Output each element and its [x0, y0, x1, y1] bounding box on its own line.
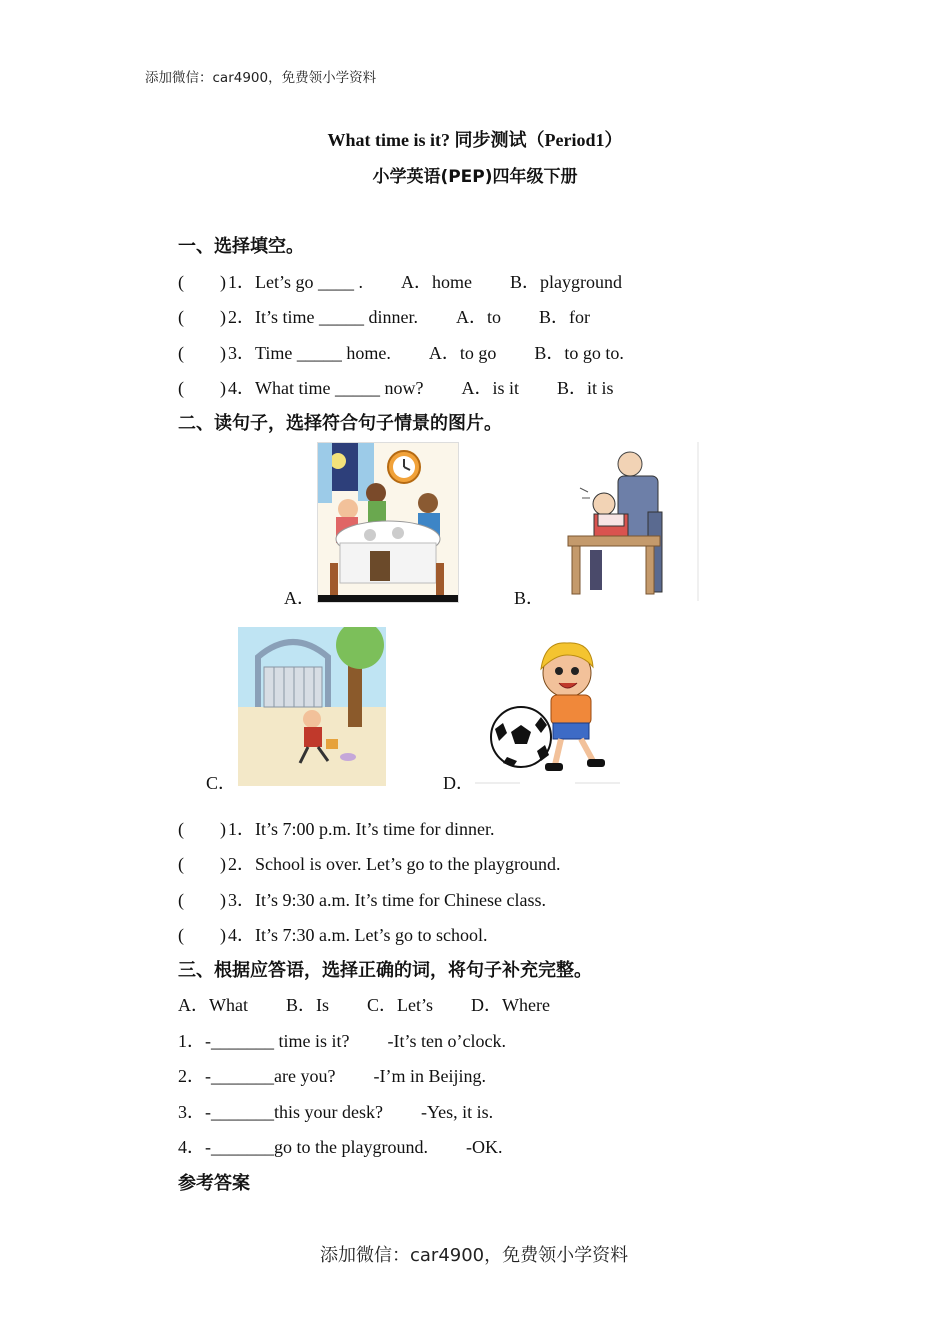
answer-paren[interactable]: ( ) [178, 378, 226, 398]
part1-question [178, 303, 590, 329]
header-note: 添加微信：car4900，免费领小学资料 [145, 70, 377, 86]
part1-question [178, 374, 614, 400]
answers-heading: 参考答案 [178, 1173, 250, 1194]
school-gate-icon [238, 627, 386, 786]
answer-paren[interactable]: ( ) [178, 819, 226, 839]
picture-d-label: D． [443, 773, 474, 793]
answer-paren[interactable]: ( ) [178, 272, 226, 292]
part3-question [178, 1062, 486, 1088]
question-text: It’s 7:00 p.m. It’s time for dinner. [255, 819, 495, 839]
part2-question [178, 886, 546, 912]
question-text: 4．-_______go to the playground. [178, 1137, 428, 1157]
part3-options [178, 991, 550, 1017]
answer-paren[interactable]: ( ) [178, 890, 226, 910]
question-text: School is over. Let’s go to the playground. [255, 854, 561, 874]
question-text: 3．-_______this your desk? [178, 1102, 383, 1122]
response-text: -I’m in Beijing. [373, 1066, 486, 1086]
option-b: B．for [538, 307, 590, 327]
question-number: 4． [228, 925, 255, 945]
footer-note: 添加微信：car4900，免费领小学资料 [320, 1245, 629, 1266]
response-text: -Yes, it is. [420, 1102, 494, 1122]
part2-question [178, 815, 494, 841]
question-number: 2． [228, 854, 255, 874]
picture-a-label: A． [284, 588, 315, 608]
option-b: B．to go to. [534, 343, 624, 363]
option-a: A．is it [461, 378, 519, 398]
option-a: A．What [178, 995, 248, 1015]
part3-question [178, 1098, 493, 1124]
option-c: C．Let’s [367, 995, 433, 1015]
option-d: D．Where [471, 995, 550, 1015]
part1-heading: 一、选择填空。 [178, 236, 304, 257]
boy-reading-icon [560, 442, 700, 601]
answer-paren[interactable]: ( ) [178, 343, 226, 363]
part3-question [178, 1133, 502, 1159]
part1-question [178, 268, 622, 294]
option-a: A．home [401, 272, 472, 292]
question-number: 1． [228, 819, 255, 839]
family-dinner-icon [317, 442, 459, 603]
part3-question [178, 1027, 506, 1053]
option-b: B．playground [510, 272, 622, 292]
part1-question [178, 339, 624, 365]
question-number: 4． [228, 378, 255, 398]
question-number: 1． [228, 272, 255, 292]
page-title: What time is it? 同步测试（Period1） [327, 130, 623, 150]
picture-b-label: B． [514, 588, 545, 608]
answer-paren[interactable]: ( ) [178, 854, 226, 874]
option-a: A．to [455, 307, 501, 327]
answer-paren[interactable]: ( ) [178, 307, 226, 327]
question-text: It’s 7:30 a.m. Let’s go to school. [255, 925, 488, 945]
question-number: 3． [228, 890, 255, 910]
answer-paren[interactable]: ( ) [178, 925, 226, 945]
question-number: 3． [228, 343, 255, 363]
page-subtitle: 小学英语(PEP)四年级下册 [372, 167, 578, 187]
question-number: 2． [228, 307, 255, 327]
part2-question [178, 921, 487, 947]
response-text: -OK. [465, 1137, 503, 1157]
question-text: 2．-_______are you? [178, 1066, 336, 1086]
option-b: B．it is [556, 378, 614, 398]
response-text: -It’s ten o’clock. [387, 1031, 506, 1051]
part2-question [178, 850, 560, 876]
question-text: Time _____ home. [255, 343, 391, 363]
question-text: Let’s go ____ . [255, 272, 363, 292]
part2-heading: 二、读句子，选择符合句子情景的图片。 [178, 413, 502, 434]
question-text: What time _____ now? [255, 378, 424, 398]
option-a: A．to go [428, 343, 497, 363]
question-text: It’s 9:30 a.m. It’s time for Chinese class. [255, 890, 546, 910]
question-text: 1．-_______ time is it? [178, 1031, 350, 1051]
boy-football-icon [475, 633, 625, 786]
part3-heading: 三、根据应答语，选择正确的词，将句子补充完整。 [178, 960, 592, 981]
question-text: It’s time _____ dinner. [255, 307, 418, 327]
option-b: B．Is [285, 995, 329, 1015]
picture-c-label: C． [206, 773, 237, 793]
